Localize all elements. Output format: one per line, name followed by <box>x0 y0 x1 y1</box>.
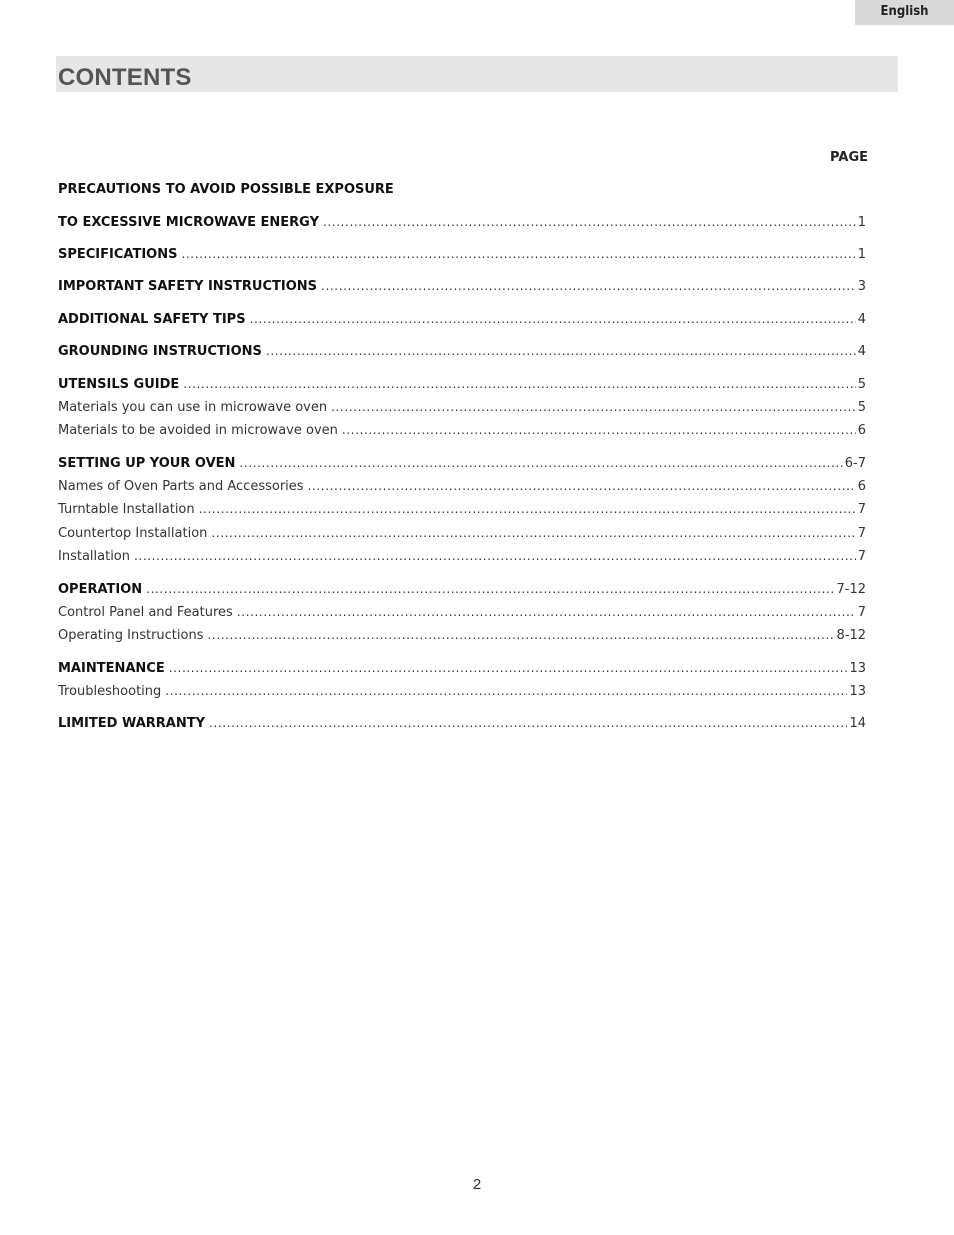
toc-entry-page: 4 <box>857 312 866 327</box>
toc-entry-label: Countertop Installation <box>58 526 208 541</box>
dot-leader <box>342 423 856 437</box>
toc-subentry[interactable] <box>58 684 866 704</box>
toc-entry[interactable] <box>58 247 866 267</box>
dot-leader <box>207 628 834 642</box>
toc-entry-page: 7 <box>857 526 866 541</box>
toc-entry-label: Installation <box>58 549 131 564</box>
toc-subentry[interactable] <box>58 549 866 569</box>
language-tab: English <box>855 0 954 25</box>
toc-entry-label: GROUNDING INSTRUCTIONS <box>58 344 262 359</box>
toc-entry-label: LIMITED WARRANTY <box>58 716 206 731</box>
toc-entry[interactable] <box>58 215 866 235</box>
toc-entry-label: Materials you can use in microwave oven <box>58 400 328 415</box>
dot-leader <box>211 526 855 540</box>
toc-entry-label: Turntable Installation <box>58 502 195 517</box>
dot-leader <box>146 582 834 596</box>
toc-entry-page: 7 <box>857 502 866 517</box>
toc-entry-label: Troubleshooting <box>58 684 162 699</box>
page-title: CONTENTS <box>58 64 192 91</box>
toc-entry[interactable] <box>58 716 866 736</box>
toc-entry-label: Names of Oven Parts and Accessories <box>58 479 304 494</box>
toc-entry-page: 6 <box>857 423 866 438</box>
toc-entry-label: Materials to be avoided in microwave oven <box>58 423 338 438</box>
toc-entry-label: IMPORTANT SAFETY INSTRUCTIONS <box>58 279 318 294</box>
dot-leader <box>308 479 856 493</box>
toc-entry-page: 7 <box>857 605 866 620</box>
toc-entry[interactable] <box>58 582 866 602</box>
toc-entry-page: 13 <box>849 661 866 676</box>
dot-leader <box>239 456 842 470</box>
toc-entry[interactable] <box>58 182 866 202</box>
page-column-heading: PAGE <box>830 150 868 165</box>
toc-entry-page: 1 <box>857 247 866 262</box>
toc-entry-page: 6 <box>857 479 866 494</box>
toc-entry-label: ADDITIONAL SAFETY TIPS <box>58 312 246 327</box>
toc-entry[interactable] <box>58 661 866 681</box>
toc-entry-page: 7-12 <box>836 582 866 597</box>
dot-leader <box>181 247 855 261</box>
toc-entry-label: PRECAUTIONS TO AVOID POSSIBLE EXPOSURE <box>58 182 394 197</box>
toc-entry-label: OPERATION <box>58 582 143 597</box>
toc-entry[interactable] <box>58 456 866 476</box>
dot-leader <box>199 502 856 516</box>
dot-leader <box>209 716 847 730</box>
toc-entry[interactable] <box>58 377 866 397</box>
toc-entry-page: 1 <box>857 215 866 230</box>
toc-entry-page: 4 <box>857 344 866 359</box>
toc-entry-page: 8-12 <box>836 628 866 643</box>
toc-entry[interactable] <box>58 312 866 332</box>
footer-page-number: 2 <box>472 1176 482 1193</box>
toc-subentry[interactable] <box>58 502 866 522</box>
toc-entry-page: 13 <box>849 684 866 699</box>
toc-entry-label: SETTING UP YOUR OVEN <box>58 456 236 471</box>
toc-subentry[interactable] <box>58 400 866 420</box>
title-bar <box>56 56 898 92</box>
dot-leader <box>250 312 856 326</box>
toc-entry-page: 5 <box>857 400 866 415</box>
toc-subentry[interactable] <box>58 479 866 499</box>
toc-subentry[interactable] <box>58 628 866 648</box>
toc-entry[interactable] <box>58 344 866 364</box>
dot-leader <box>134 549 856 563</box>
toc-entry[interactable] <box>58 279 866 299</box>
toc-subentry[interactable] <box>58 605 866 625</box>
dot-leader <box>183 377 855 391</box>
dot-leader <box>321 279 856 293</box>
dot-leader <box>169 661 848 675</box>
toc-subentry[interactable] <box>58 423 866 443</box>
toc-entry-label: MAINTENANCE <box>58 661 165 676</box>
toc-entry-page: 6-7 <box>844 456 866 471</box>
toc-entry-label: TO EXCESSIVE MICROWAVE ENERGY <box>58 215 319 230</box>
dot-leader <box>331 400 856 414</box>
toc-entry-page: 3 <box>857 279 866 294</box>
toc-entry-label: UTENSILS GUIDE <box>58 377 180 392</box>
toc-entry-label: SPECIFICATIONS <box>58 247 178 262</box>
dot-leader <box>237 605 856 619</box>
toc-entry-page: 14 <box>849 716 866 731</box>
dot-leader <box>323 215 856 229</box>
toc-entry-page: 7 <box>857 549 866 564</box>
toc-subentry[interactable] <box>58 526 866 546</box>
toc-entry-label: Operating Instructions <box>58 628 204 643</box>
dot-leader <box>165 684 847 698</box>
dot-leader <box>266 344 856 358</box>
toc-entry-label: Control Panel and Features <box>58 605 233 620</box>
toc-entry-page: 5 <box>857 377 866 392</box>
